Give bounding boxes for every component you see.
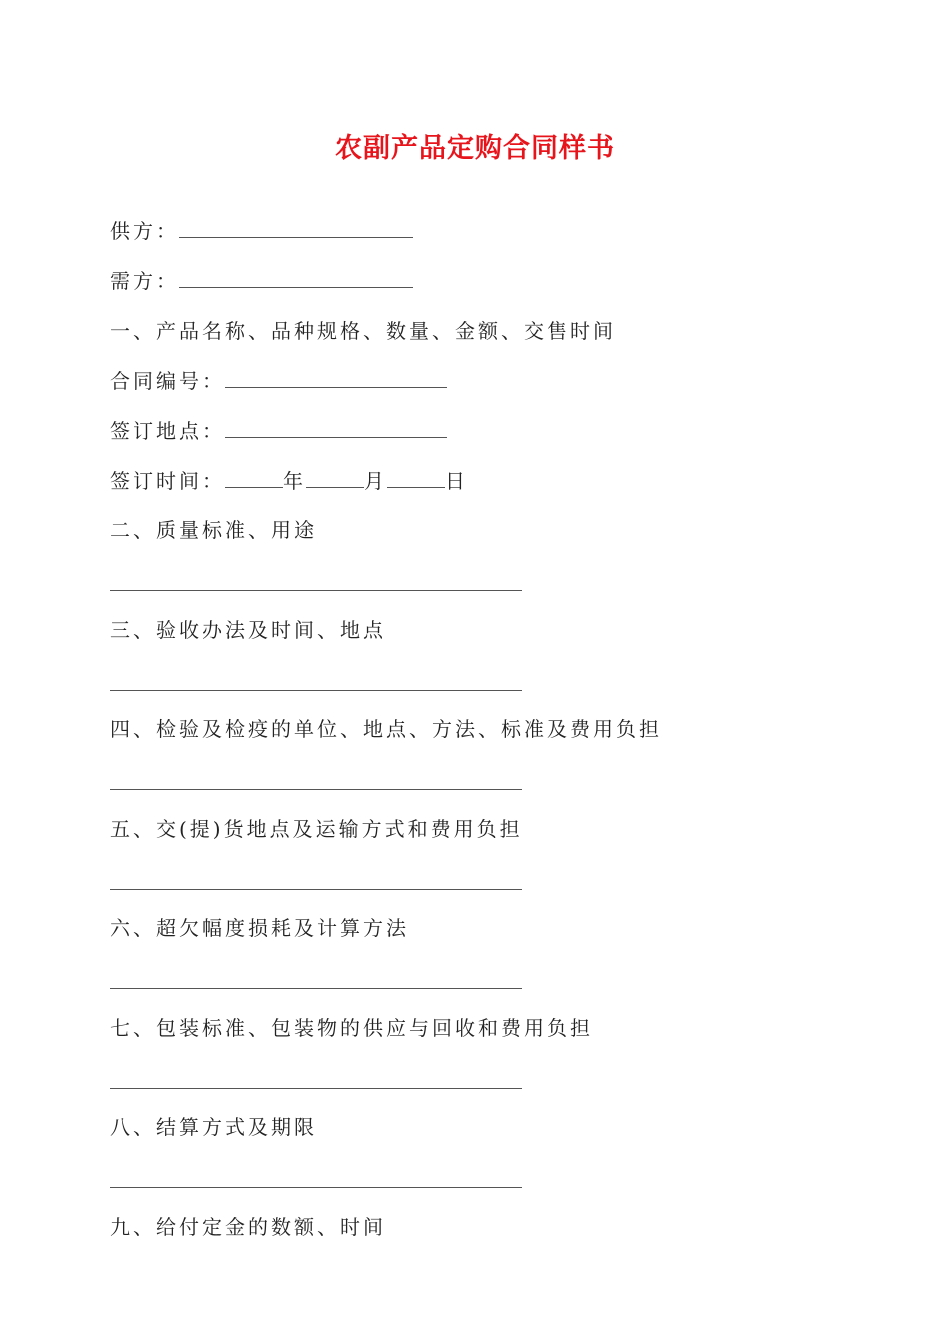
sign-place-field[interactable] xyxy=(225,419,447,438)
section-3-fill-line[interactable] xyxy=(110,690,522,691)
section-2-fill-line[interactable] xyxy=(110,590,522,591)
month-field[interactable] xyxy=(306,469,364,488)
section-heading-3: 三、验收办法及时间、地点 xyxy=(110,618,386,642)
document-title: 农副产品定购合同样书 xyxy=(335,133,615,164)
section-heading-8: 八、结算方式及期限 xyxy=(110,1115,317,1139)
sign-time-line xyxy=(110,468,468,494)
contract-no-field[interactable] xyxy=(225,369,447,388)
buyer-line xyxy=(110,268,413,294)
section-heading-2: 二、质量标准、用途 xyxy=(110,518,317,542)
section-heading-9: 九、给付定金的数额、时间 xyxy=(110,1215,386,1239)
month-label: 月 xyxy=(364,469,387,493)
year-field[interactable] xyxy=(225,469,283,488)
day-label: 日 xyxy=(445,469,468,493)
sign-time-label: 签订时间： xyxy=(110,469,225,493)
section-heading-5: 五、交(提)货地点及运输方式和费用负担 xyxy=(110,817,523,841)
section-heading-4: 四、检验及检疫的单位、地点、方法、标准及费用负担 xyxy=(110,717,662,741)
section-heading-7: 七、包装标准、包装物的供应与回收和费用负担 xyxy=(110,1016,593,1040)
buyer-field[interactable] xyxy=(179,269,413,288)
supplier-line xyxy=(110,218,413,244)
section-heading-1: 一、产品名称、品种规格、数量、金额、交售时间 xyxy=(110,319,616,343)
section-8-fill-line[interactable] xyxy=(110,1187,522,1188)
sign-place-label: 签订地点： xyxy=(110,419,225,443)
section-6-fill-line[interactable] xyxy=(110,988,522,989)
buyer-label: 需方： xyxy=(110,269,179,293)
contract-no-line xyxy=(110,368,447,394)
section-4-fill-line[interactable] xyxy=(110,789,522,790)
section-heading-6: 六、超欠幅度损耗及计算方法 xyxy=(110,916,409,940)
sign-place-line xyxy=(110,418,447,444)
supplier-label: 供方： xyxy=(110,219,179,243)
section-5-fill-line[interactable] xyxy=(110,889,522,890)
year-label: 年 xyxy=(283,469,306,493)
supplier-field[interactable] xyxy=(179,219,413,238)
section-7-fill-line[interactable] xyxy=(110,1088,522,1089)
day-field[interactable] xyxy=(387,469,445,488)
contract-no-label: 合同编号： xyxy=(110,369,225,393)
